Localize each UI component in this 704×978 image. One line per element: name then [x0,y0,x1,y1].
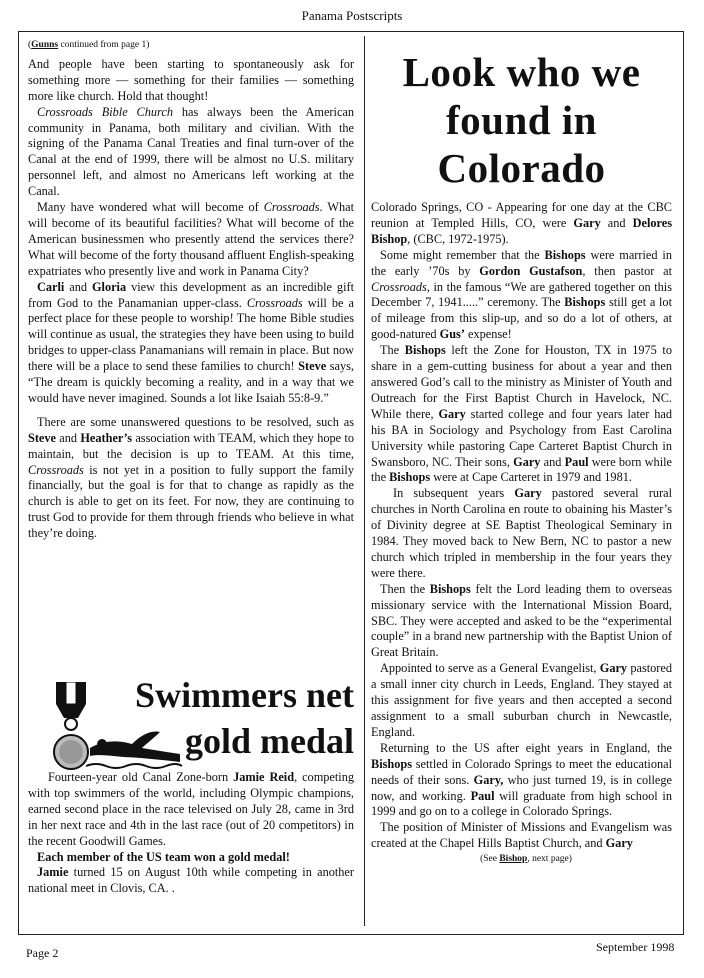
paragraph: Many have wondered what will become of Crossroads. What will become of its beautiful facilities? What will become of the American businessmen who presently attend the services there? What will become of the forty thousand affluent English-speaking expatriates who presently live and work in Panama City? [28,200,355,278]
continued-label: (Gunns continued from page 1) [28,40,150,50]
gunns-continuation [28,38,354,542]
paragraph: The Bishops left the Zone for Houston, TX in 1975 to share in a gem-cutting business for about a year and then answered God’s call to the ministry as Minister of Youth and Outreach for the First Baptist Church in Havelock, NC. While there, Gary started college and four years later had his BA in Sociology and Psychology from East Carolina University while pastoring Cape Carteret Baptist Church in Swansboro, NC. Their sons, Gary and Paul were born while the Bishops were at Cape Carteret in 1979 and 1981. [371,343,672,485]
paragraph: Carli and Gloria view this development as an incredible gift from God to the Panamanian upper-class. Crossroads will be a perfect place for these people to worship! The home Bible studies will continue as usual, the strategies they have been using to build bridges to upper-class Panamanians will remain in place. But now there will be a place to send these families to church! Steve says, “The dream is quickly becoming a reality, and in a way that we would have never imagined. Sounds a lot like Isaiah 55:8-9.” [28,279,355,405]
paragraph: In subsequent years Gary pastored several rural churches in North Carolina en route to obaining his Master’s of Divinity degree at SE Baptist Theological Seminary in 1984. They moved back to New Bern, NC to pastor a new church which tripled in membership in the four years they were there. [371,486,672,580]
paragraph: Fourteen-year old Canal Zone-born Jamie Reid, competing with top swimmers of the world, including Olympic champions, earned second place in the race televised on July 28, came in 3rd in her next race and 4th in the last race (out of 20 competitors) in the recent Goodwill Games. [28,770,354,848]
paragraph: And people have been starting to spontaneously ask for something more — something for their families — something more like church. Hold that thought! [28,56,354,103]
swimmers-title: Swimmers net gold medal [135,675,354,761]
continued-name: Gunns [31,40,59,50]
see-next-page-label: (See Bishop, next page) [480,854,572,865]
paragraph: Some might remember that the Bishops were married in the early ’70s by Gordon Gustafson, then pastor at Crossroads, in the famous “We are gathered together on this December 7, 1941.....” ceremony. The Bishops still get a lot of mileage from this slip-up, and so do a lot of others, at good-natured Gus’ expense! [371,247,672,342]
colorado-story [371,44,672,868]
paragraph: Each member of the US team won a gold medal! [37,849,290,864]
paragraph: Crossroads Bible Church has always been the American community in Panama, both military and civilian. With the signing of the Panama Canal Treaties and final turn-over of the Canal at the end of 1999, there will be almost no U.S. military personnel left, and almost no Americans left working at the Canal. [28,104,355,199]
paragraph: Jamie turned 15 on August 10th while competing in another national meet in Clovis, CA. . [28,865,354,896]
swimmers-headline [28,672,354,770]
paragraph: The position of Minister of Missions and Evangelism was created at the Chapel Hills Baptist Church, and Gary [371,820,672,851]
paragraph: Colorado Springs, CO - Appearing for one day at the CBC reunion at Templed Hills, CO, were Gary and Delores Bishop, (CBC, 1972-1975). [371,200,673,246]
running-head: Panama Postscripts [301,8,403,23]
paragraph: Returning to the US after eight years in England, the Bishops settled in Colorado Springs to meet the educational needs of their sons. Gary, who just turned 19, is in college now, and working. Paul will graduate from high school in 1999 and go on to a college in Colorado Springs. [371,740,672,819]
page-number: Page 2 [26,946,59,960]
column-divider [364,36,365,926]
paragraph: Then the Bishops felt the Lord leading them to overseas missionary service with the International Mission Board, SBC. They were accepted and asked to be the “experimental couple” in a brand new partnership with the Baptist Union of Great Britain. [371,581,672,660]
colorado-headline: Look who we found in Colorado [402,49,641,191]
swimmers-story [28,770,354,897]
paragraph: There are some unanswered questions to be resolved, such as Steve and Heather’s association with TEAM, which they hope to maintain, but the decision is up to TEAM. At this time, Crossroads is not yet in a position to fully support the family financially, but the goal is for that to change as rapidly as the church is able to get on its feet. For now, they are continuing to trust God to provide for them through friends who believe in what they’re doing. [28,414,355,541]
issue-date: September 1998 [596,940,675,954]
paragraph: Appointed to serve as a General Evangelist, Gary pastored a small inner city church in Leeds, England. They stayed at this assignment for five years and then accepted a second assignment to a small suburban church in Newcastle, England. [371,661,672,739]
